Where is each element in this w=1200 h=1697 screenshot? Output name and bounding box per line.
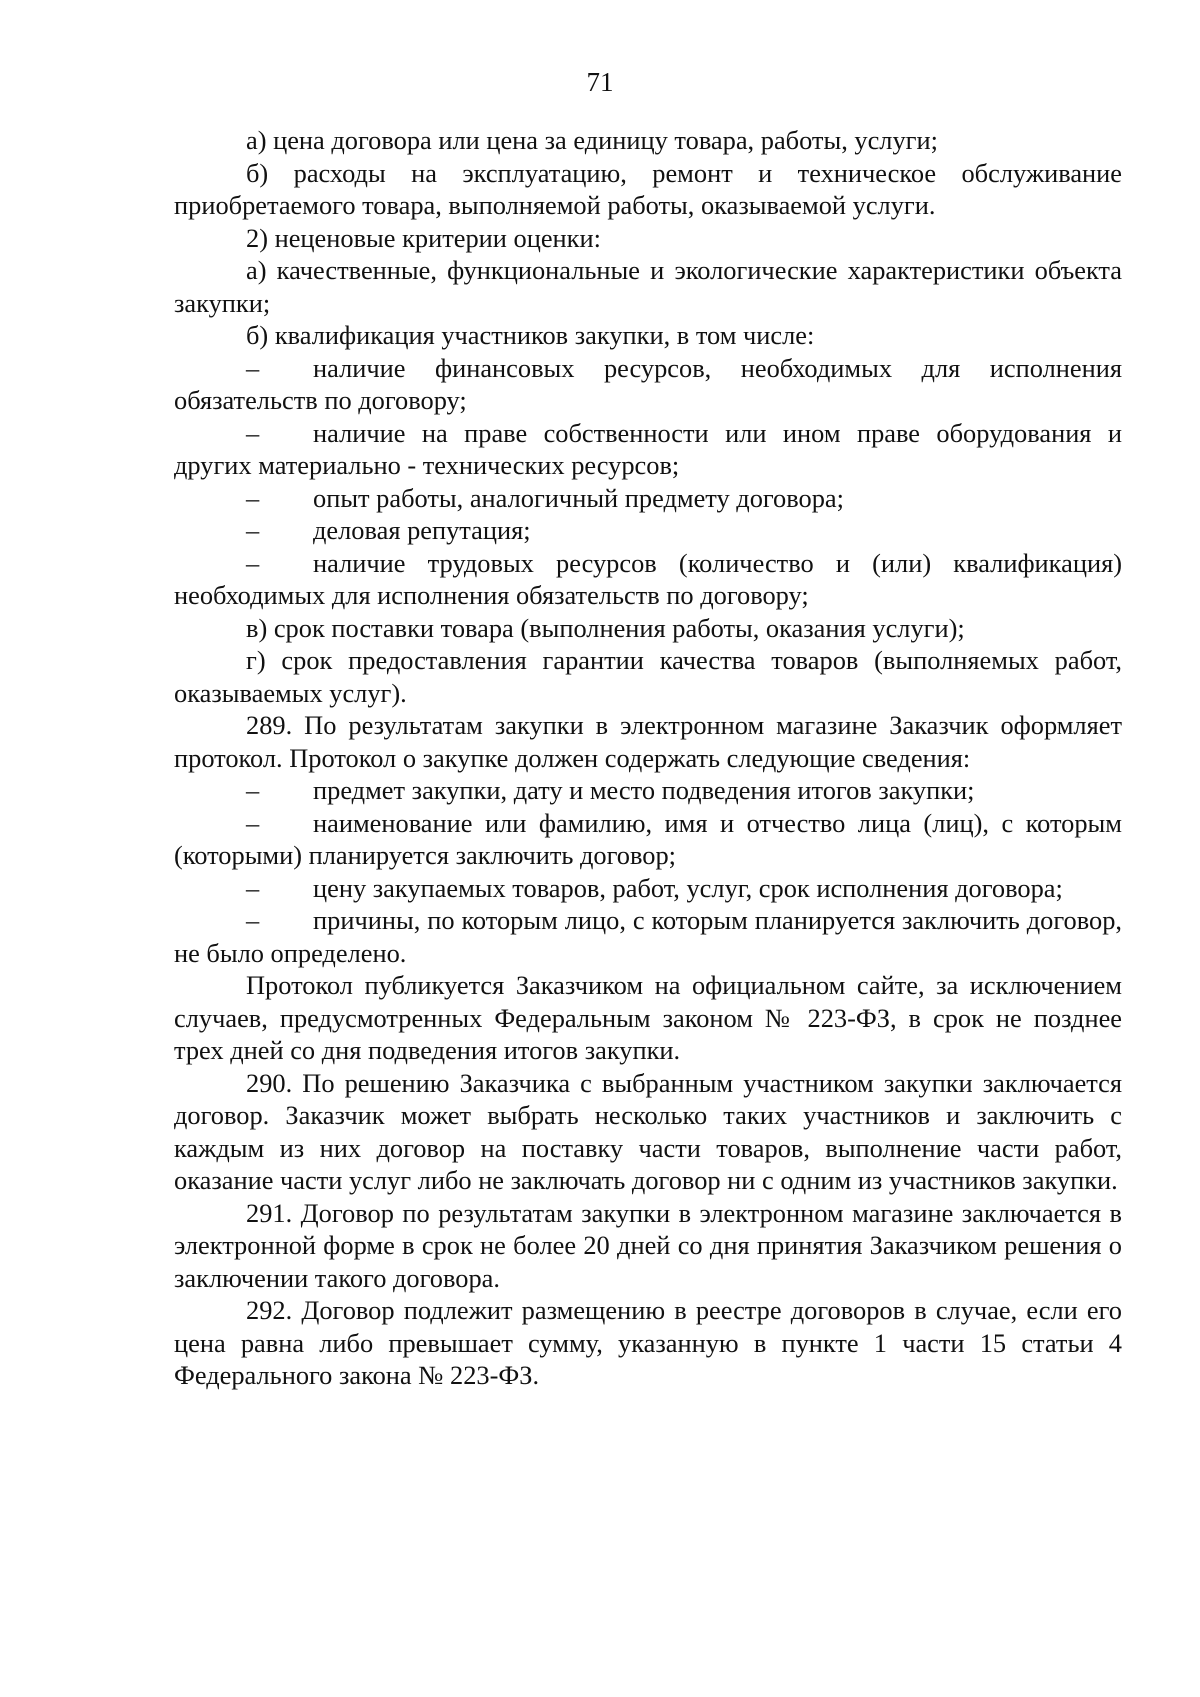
paragraph <box>174 254 1122 319</box>
paragraph <box>174 319 1122 352</box>
paragraph <box>174 124 1122 157</box>
dash-list-item <box>174 774 1122 807</box>
paragraph <box>174 222 1122 255</box>
document-body <box>174 124 1122 1392</box>
list-item-text: наличие на праве собственности или ином праве оборудования и других материально - технических ресурсов; <box>174 417 1122 480</box>
list-item-text: деловая репутация; <box>313 515 531 545</box>
dash-list-item <box>174 904 1122 969</box>
paragraph <box>174 1294 1122 1392</box>
paragraph <box>174 157 1122 222</box>
paragraph-text: 292. Договор подлежит размещению в реестре договоров в случае, если его цена равна либо превышает сумму, указанную в пункте 1 части 15 статьи 4 Федерального закона № 223-ФЗ. <box>174 1295 1122 1390</box>
paragraph <box>174 644 1122 709</box>
paragraph <box>174 612 1122 645</box>
paragraph-text: 290. По решению Заказчика с выбранным участником закупки заключается договор. Заказчик может выбрать несколько таких участников и заключить с каждым из них договор на поставку части товаров, выполнение части работ, оказание части услуг либо не заключать договор ни с одним из участников закупки. <box>174 1067 1122 1195</box>
dash-list-item <box>174 872 1122 905</box>
list-item-text: наличие финансовых ресурсов, необходимых для исполнения обязательств по договору; <box>174 352 1122 415</box>
page-number: 71 <box>586 67 614 97</box>
dash-marker: – <box>246 352 260 383</box>
dash-list-item <box>174 482 1122 515</box>
paragraph-text: г) срок предоставления гарантии качества товаров (выполняемых работ, оказываемых услуг). <box>174 645 1122 708</box>
paragraph <box>174 969 1122 1067</box>
dash-list-item <box>174 807 1122 872</box>
dash-list-item <box>174 547 1122 612</box>
list-item-text: наличие трудовых ресурсов (количество и (или) квалификация) необходимых для исполнения обязательств по договору; <box>174 547 1122 610</box>
paragraph-text: Протокол публикуется Заказчиком на официальном сайте, за исключением случаев, предусмотренных Федеральным законом № 223-ФЗ, в срок не позднее трех дней со дня подведения итогов закупки. <box>174 970 1122 1065</box>
paragraph <box>174 1067 1122 1197</box>
paragraph-text: 291. Договор по результатам закупки в электронном магазине заключается в электронной форме в срок не более 20 дней со дня принятия Заказчиком решения о заключении такого договора. <box>174 1197 1122 1293</box>
dash-marker: – <box>246 807 260 838</box>
dash-marker: – <box>246 547 260 578</box>
dash-list-item <box>174 514 1122 547</box>
dash-marker: – <box>246 775 260 805</box>
paragraph-text: б) квалификация участников закупки, в том числе: <box>246 320 815 350</box>
dash-list-item <box>174 352 1122 417</box>
dash-marker: – <box>246 482 260 513</box>
dash-marker: – <box>246 905 260 935</box>
dash-marker: – <box>246 872 260 903</box>
paragraph-text: а) цена договора или цена за единицу товара, работы, услуги; <box>246 125 938 155</box>
paragraph-text: а) качественные, функциональные и экологические характеристики объекта закупки; <box>174 255 1122 318</box>
paragraph-text: в) срок поставки товара (выполнения работы, оказания услуги); <box>246 612 965 643</box>
list-item-text: цену закупаемых товаров, работ, услуг, срок исполнения договора; <box>313 872 1063 903</box>
list-item-text: предмет закупки, дату и место подведения итогов закупки; <box>313 775 975 805</box>
dash-list-item <box>174 417 1122 482</box>
paragraph-text: 289. По результатам закупки в электронном магазине Заказчик оформляет протокол. Протокол о закупке должен содержать следующие сведения: <box>174 710 1122 773</box>
dash-marker: – <box>246 515 260 545</box>
list-item-text: опыт работы, аналогичный предмету договора; <box>313 482 844 513</box>
paragraph-text: б) расходы на эксплуатацию, ремонт и техническое обслуживание приобретаемого товара, выполняемой работы, оказываемой услуги. <box>174 157 1122 220</box>
paragraph <box>174 1197 1122 1295</box>
list-item-text: наименование или фамилию, имя и отчество лица (лиц), с которым (которыми) планируется заключить договор; <box>174 807 1122 870</box>
paragraph <box>174 709 1122 774</box>
list-item-text: причины, по которым лицо, с которым планируется заключить договор, не было определено. <box>174 905 1122 968</box>
paragraph-text: 2) неценовые критерии оценки: <box>246 222 601 253</box>
dash-marker: – <box>246 417 260 448</box>
